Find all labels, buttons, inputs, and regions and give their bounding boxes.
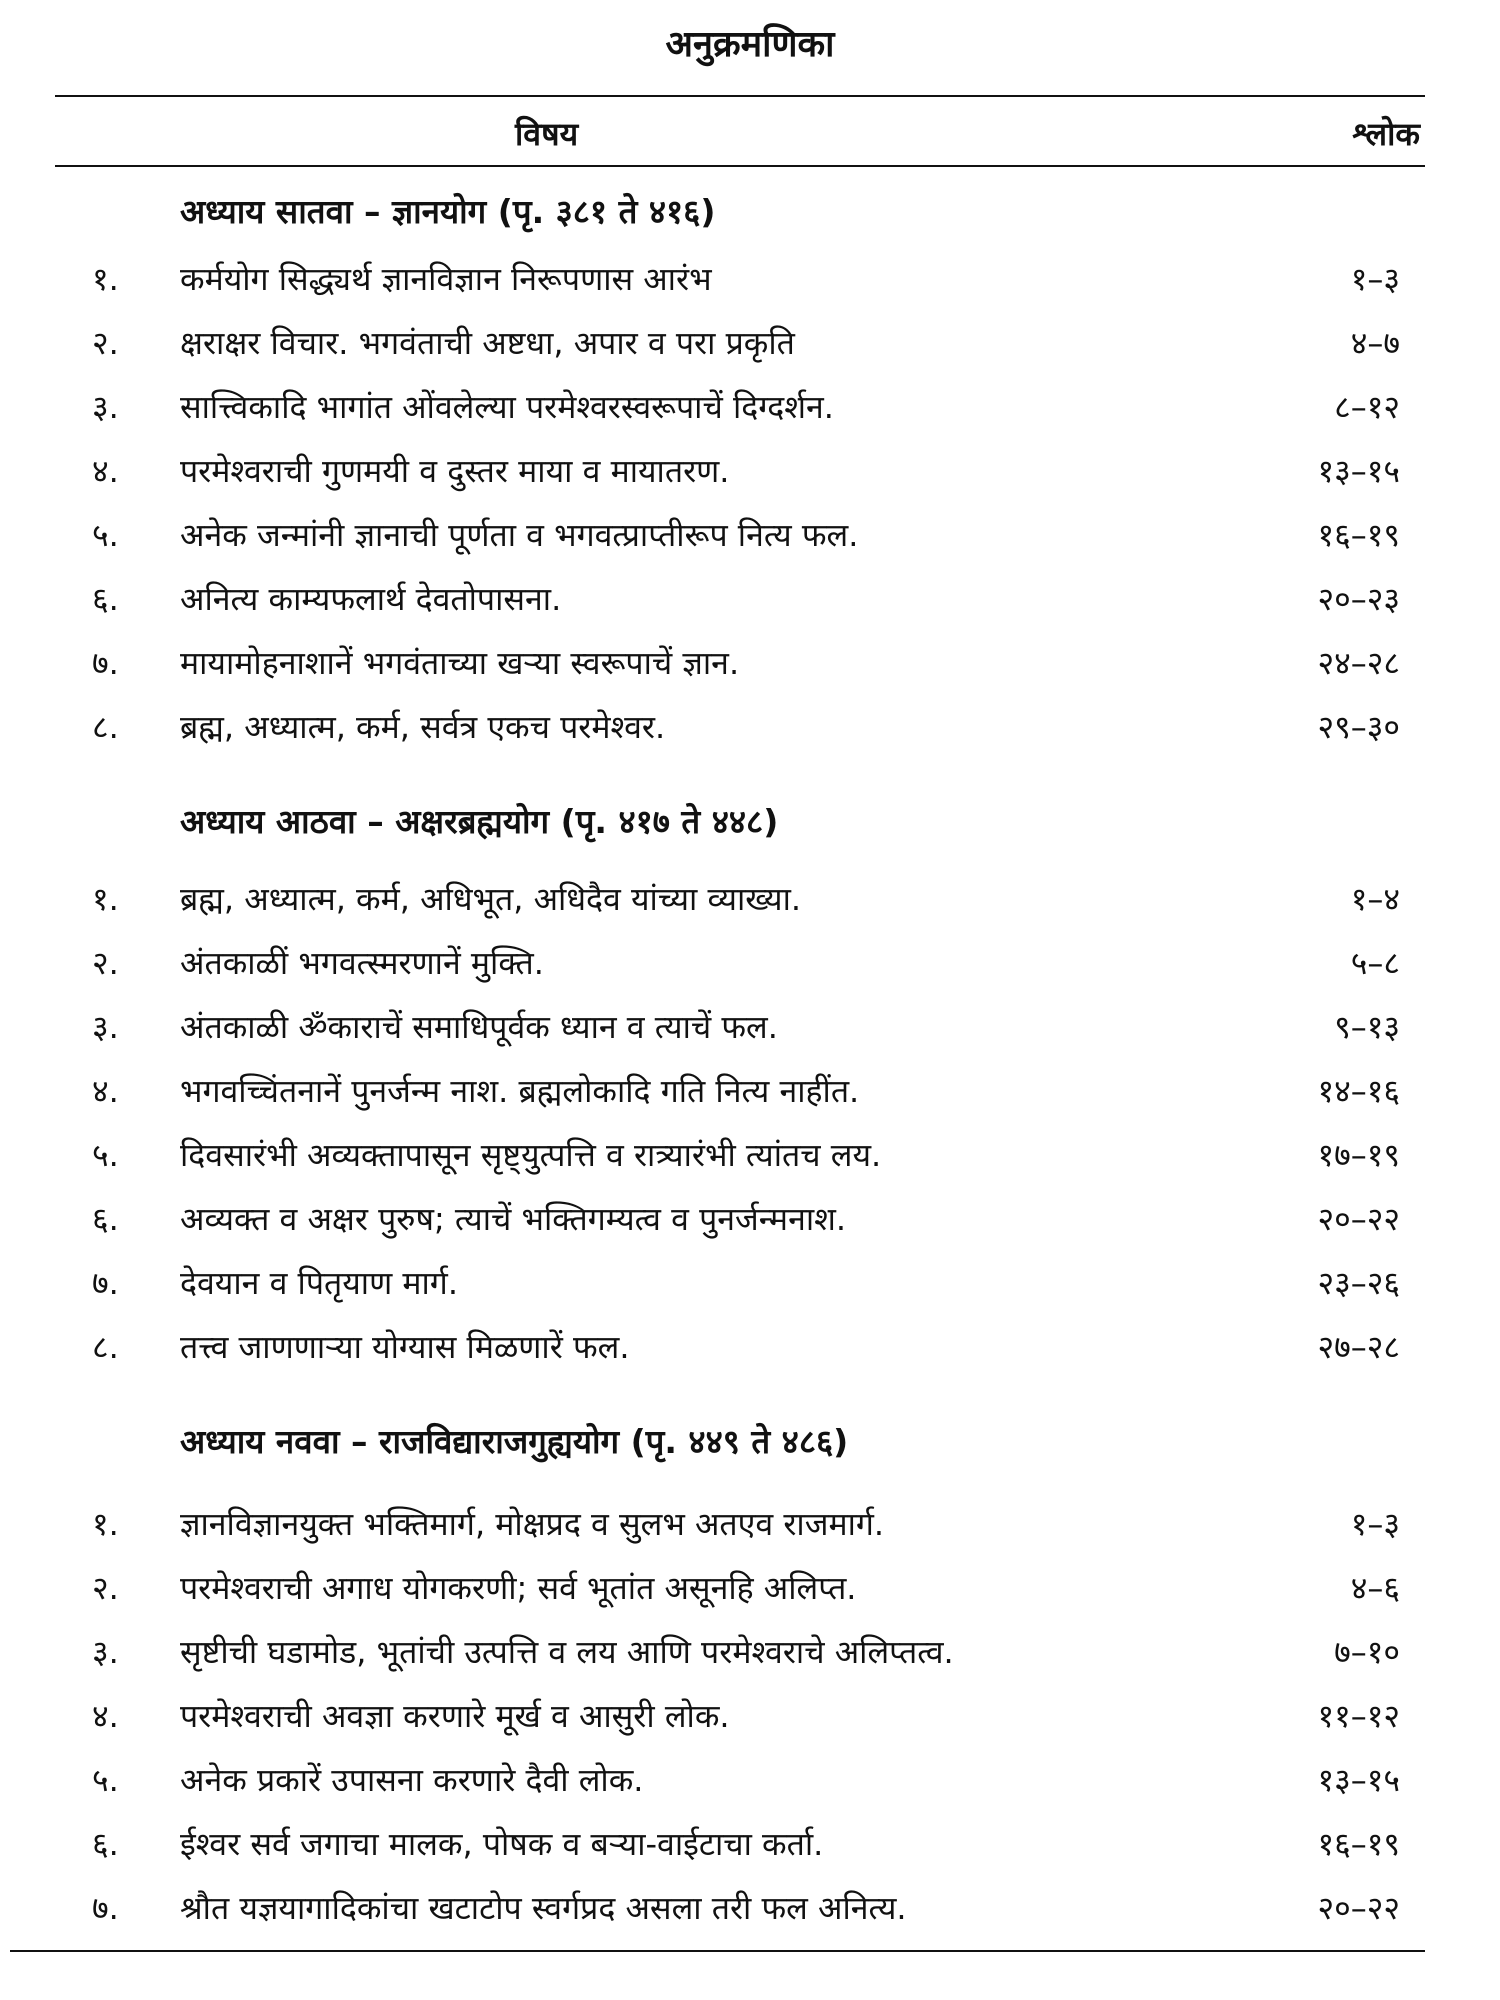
- row-shlok-range: २०–२३: [1317, 580, 1400, 618]
- row-number: ७.: [92, 644, 119, 682]
- row-subject: देवयान व पितृयाण मार्ग.: [180, 1264, 458, 1302]
- toc-row: [0, 1618, 1500, 1682]
- row-number: २.: [92, 1569, 119, 1607]
- chapter-heading-text: अध्याय नववा – राजविद्याराजगुह्ययोग (पृ. ४४९ ते ४८६): [180, 1422, 849, 1461]
- row-number: १.: [92, 880, 119, 918]
- row-number: ७.: [92, 1889, 119, 1927]
- toc-row: [0, 1313, 1500, 1377]
- toc-row: [0, 1874, 1500, 1938]
- toc-row: [0, 1554, 1500, 1618]
- row-subject: अनित्य काम्यफलार्थ देवतोपासना.: [180, 580, 562, 618]
- toc-row: [0, 929, 1500, 993]
- row-subject: परमेश्वराची गुणमयी व दुस्तर माया व मायातरण.: [180, 452, 730, 490]
- toc-row: [0, 1682, 1500, 1746]
- row-shlok-range: १३–१५: [1317, 452, 1400, 490]
- row-subject: ब्रह्म, अध्यात्म, कर्म, अधिभूत, अधिदैव यांच्या व्याख्या.: [180, 880, 802, 918]
- row-number: ८.: [92, 708, 119, 746]
- row-shlok-range: १–४: [1350, 880, 1400, 918]
- row-subject: ईश्वर सर्व जगाचा मालक, पोषक व बऱ्या-वाईटाचा कर्ता.: [180, 1825, 824, 1863]
- toc-row: [0, 693, 1500, 757]
- row-number: ७.: [92, 1264, 119, 1302]
- toc-row: [0, 373, 1500, 437]
- toc-row: [0, 1121, 1500, 1185]
- row-number: २.: [92, 324, 119, 362]
- row-subject: मायामोहनाशानें भगवंताच्या खऱ्या स्वरूपाचें ज्ञान.: [180, 644, 740, 682]
- toc-row: [0, 1490, 1500, 1554]
- row-shlok-range: २७–२८: [1317, 1328, 1400, 1366]
- header-top-rule: [55, 95, 1425, 97]
- row-subject: ब्रह्म, अध्यात्म, कर्म, सर्वत्र एकच परमेश्वर.: [180, 708, 666, 746]
- row-subject: सात्त्विकादि भागांत ओंवलेल्या परमेश्वरस्वरूपाचें दिग्दर्शन.: [180, 388, 834, 426]
- row-number: २.: [92, 944, 119, 982]
- toc-row: [0, 245, 1500, 309]
- row-number: ५.: [92, 1136, 119, 1174]
- row-shlok-range: १४–१६: [1317, 1072, 1400, 1110]
- toc-row: [0, 865, 1500, 929]
- row-shlok-range: ९–१३: [1334, 1008, 1400, 1046]
- row-subject: कर्मयोग सिद्ध्यर्थ ज्ञानविज्ञान निरूपणास आरंभ: [180, 260, 712, 298]
- row-subject: अव्यक्त व अक्षर पुरुष; त्याचें भक्तिगम्यत्व व पुनर्जन्मनाश.: [180, 1200, 847, 1238]
- toc-row: [0, 437, 1500, 501]
- row-subject: तत्त्व जाणणाऱ्या योग्यास मिळणारें फल.: [180, 1328, 630, 1366]
- toc-row: [0, 1746, 1500, 1810]
- row-number: ४.: [92, 1072, 119, 1110]
- toc-row: [0, 1057, 1500, 1121]
- page-title: अनुक्रमणिका: [665, 24, 835, 65]
- row-number: ४.: [92, 452, 119, 490]
- footer-rule: [10, 1950, 1425, 1952]
- toc-row: [0, 565, 1500, 629]
- row-number: ६.: [92, 1825, 119, 1863]
- row-shlok-range: २०–२२: [1317, 1889, 1400, 1927]
- row-number: ४.: [92, 1697, 119, 1735]
- row-number: १.: [92, 260, 119, 298]
- row-number: ५.: [92, 1761, 119, 1799]
- toc-row: [0, 1249, 1500, 1313]
- row-shlok-range: २९–३०: [1317, 708, 1400, 746]
- row-number: ६.: [92, 1200, 119, 1238]
- row-shlok-range: १६–१९: [1317, 516, 1400, 554]
- chapter-heading-text: अध्याय आठवा – अक्षरब्रह्मयोग (पृ. ४१७ ते ४४८): [180, 802, 779, 841]
- toc-row: [0, 993, 1500, 1057]
- row-number: ६.: [92, 580, 119, 618]
- row-number: ३.: [92, 1633, 119, 1671]
- shlok-column-header: श्लोक: [1352, 115, 1420, 153]
- toc-row: [0, 1185, 1500, 1249]
- row-number: ८.: [92, 1328, 119, 1366]
- row-number: ३.: [92, 1008, 119, 1046]
- chapter-heading-text: अध्याय सातवा – ज्ञानयोग (पृ. ३८१ ते ४१६): [180, 192, 716, 231]
- row-subject: अंतकाळी ॐकाराचें समाधिपूर्वक ध्यान व त्याचें फल.: [180, 1008, 778, 1046]
- chapter-heading: [0, 1410, 1500, 1470]
- row-shlok-range: ११–१२: [1317, 1697, 1400, 1735]
- row-shlok-range: ७–१०: [1334, 1633, 1400, 1671]
- toc-row: [0, 1810, 1500, 1874]
- row-subject: अंतकाळीं भगवत्स्मरणानें मुक्ति.: [180, 944, 544, 982]
- row-shlok-range: २४–२८: [1317, 644, 1400, 682]
- row-subject: दिवसारंभी अव्यक्तापासून सृष्ट्युत्पत्ति व रात्र्यारंभी त्यांतच लय.: [180, 1136, 882, 1174]
- row-subject: सृष्टीची घडामोड, भूतांची उत्पत्ति व लय आणि परमेश्वराचे अलिप्तत्व.: [180, 1633, 954, 1671]
- row-shlok-range: २३–२६: [1317, 1264, 1400, 1302]
- chapter-heading: [0, 180, 1500, 240]
- subject-column-header: विषय: [515, 115, 579, 153]
- toc-row: [0, 629, 1500, 693]
- row-subject: अनेक प्रकारें उपासना करणारे दैवी लोक.: [180, 1761, 644, 1799]
- row-subject: श्रौत यज्ञयागादिकांचा खटाटोप स्वर्गप्रद असला तरी फल अनित्य.: [180, 1889, 907, 1927]
- row-subject: परमेश्वराची अवज्ञा करणारे मूर्ख व आसुरी लोक.: [180, 1697, 730, 1735]
- row-number: ५.: [92, 516, 119, 554]
- table-header: [0, 112, 1500, 162]
- toc-row: [0, 309, 1500, 373]
- chapter-heading: [0, 790, 1500, 850]
- row-shlok-range: १–३: [1350, 260, 1400, 298]
- row-number: १.: [92, 1505, 119, 1543]
- row-shlok-range: १६–१९: [1317, 1825, 1400, 1863]
- row-number: ३.: [92, 388, 119, 426]
- header-bottom-rule: [55, 165, 1425, 167]
- row-shlok-range: १७–१९: [1317, 1136, 1400, 1174]
- toc-row: [0, 501, 1500, 565]
- row-shlok-range: ८–१२: [1334, 388, 1400, 426]
- row-subject: परमेश्वराची अगाध योगकरणी; सर्व भूतांत असूनहि अलिप्त.: [180, 1569, 857, 1607]
- row-shlok-range: १–३: [1350, 1505, 1400, 1543]
- row-shlok-range: ४–७: [1350, 324, 1400, 362]
- row-subject: अनेक जन्मांनी ज्ञानाची पूर्णता व भगवत्प्राप्तीरूप नित्य फल.: [180, 516, 859, 554]
- row-shlok-range: २०–२२: [1317, 1200, 1400, 1238]
- row-shlok-range: ५–८: [1350, 944, 1400, 982]
- row-subject: क्षराक्षर विचार. भगवंताची अष्टधा, अपार व परा प्रकृति: [180, 324, 795, 362]
- row-subject: भगवच्चिंतनानें पुनर्जन्म नाश. ब्रह्मलोकादि गति नित्य नाहींत.: [180, 1072, 860, 1110]
- row-subject: ज्ञानविज्ञानयुक्त भक्तिमार्ग, मोक्षप्रद व सुलभ अतएव राजमार्ग.: [180, 1505, 885, 1543]
- row-shlok-range: १३–१५: [1317, 1761, 1400, 1799]
- row-shlok-range: ४–६: [1350, 1569, 1400, 1607]
